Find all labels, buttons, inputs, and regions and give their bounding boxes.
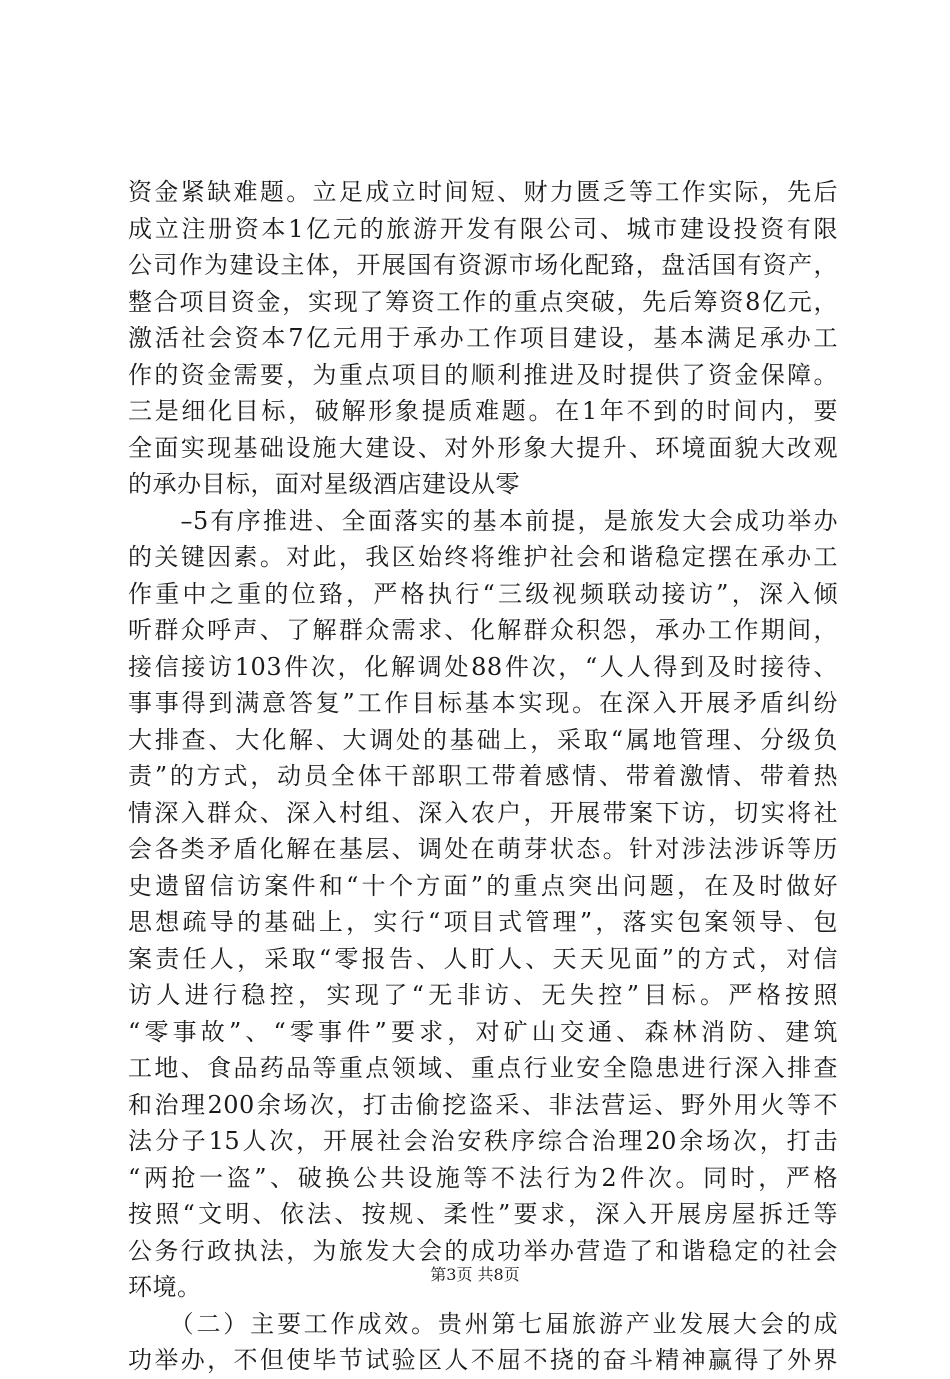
text-line: 思想疏导的基础上，实行“项目式管理”，落实包案领导、包	[128, 908, 838, 936]
text-line: 三是细化目标，破解形象提质难题。在1年不到的时间内，要	[128, 397, 838, 425]
text-line: 情深入群众、深入村组、深入农户，开展带案下访，切实将社	[128, 798, 838, 827]
text-line: 整合项目资金，实现了筹资工作的重点突破，先后筹资8亿元，	[128, 287, 838, 316]
text-line: 大排查、大化解、大调处的基础上，采取“属地管理、分级负	[128, 725, 838, 754]
document-body	[128, 174, 838, 1379]
text-line: 责”的方式，动员全体干部职工带着感情、带着激情、带着热	[128, 762, 838, 790]
text-line: 法分子15人次，开展社会治安秩序综合治理20余场次，打击	[128, 1127, 838, 1155]
text-line: 公务行政执法，为旅发大会的成功举办营造了和谐稳定的社会	[128, 1236, 838, 1265]
text-line: 访人进行稳控，实现了“无非访、无失控”目标。严格按照	[128, 981, 838, 1009]
text-line: 激活社会资本7亿元用于承办工作项目建设，基本满足承办工	[128, 324, 838, 352]
text-line: 的承办目标，面对星级酒店建设从零	[128, 470, 520, 498]
text-line: 公司作为建设主体，开展国有资源市场化配臵，盘活国有资产，	[128, 251, 838, 279]
text-line: 接信接访103件次，化解调处88件次，“人人得到及时接待、	[128, 652, 838, 681]
text-line: 事事得到满意答复”工作目标基本实现。在深入开展矛盾纠纷	[128, 689, 838, 717]
text-line: 功举办，不但使毕节试验区人不屈不挠的奋斗精神赢得了外界	[128, 1346, 838, 1374]
text-line: 环境。	[128, 1273, 202, 1301]
text-line: 成立注册资本1亿元的旅游开发有限公司、城市建设投资有限	[128, 214, 838, 243]
text-line: 作重中之重的位臵，严格执行“三级视频联动接访”，深入倾	[128, 579, 838, 608]
text-line: 史遗留信访案件和“十个方面”的重点突出问题，在及时做好	[128, 871, 838, 900]
text-line: 和治理200余场次，打击偷挖盗采、非法营运、野外用火等不	[128, 1090, 838, 1119]
text-line: 的关键因素。对此，我区始终将维护社会和谐稳定摆在承办工	[128, 543, 838, 571]
text-line: –5有序推进、全面落实的基本前提，是旅发大会成功举办	[128, 506, 838, 535]
text-line: 工地、食品药品等重点领域、重点行业安全隐患进行深入排查	[128, 1054, 838, 1082]
text-line: 资金紧缺难题。立足成立时间短、财力匮乏等工作实际，先后	[128, 178, 838, 206]
text-line: 听群众呼声、了解群众需求、化解群众积怨，承办工作期间，	[128, 616, 838, 644]
text-line: 按照“文明、依法、按规、柔性”要求，深入开展房屋拆迁等	[128, 1200, 838, 1228]
text-line: 作的资金需要，为重点项目的顺利推进及时提供了资金保障。	[128, 360, 838, 389]
text-line: 全面实现基础设施大建设、对外形象大提升、环境面貌大改观	[128, 433, 838, 462]
text-line: 会各类矛盾化解在基层、调处在萌芽状态。针对涉法涉诉等历	[128, 835, 838, 863]
page-number-footer: 第3页 共8页	[430, 1265, 520, 1284]
text-line: 案责任人，采取“零报告、人盯人、天天见面”的方式，对信	[128, 944, 838, 973]
text-line: （二）主要工作成效。贵州第七届旅游产业发展大会的成	[128, 1309, 838, 1338]
text-line: “零事故”、“零事件”要求，对矿山交通、森林消防、建筑	[128, 1017, 838, 1046]
text-line: “两抢一盗”、破换公共设施等不法行为2件次。同时，严格	[128, 1163, 838, 1192]
